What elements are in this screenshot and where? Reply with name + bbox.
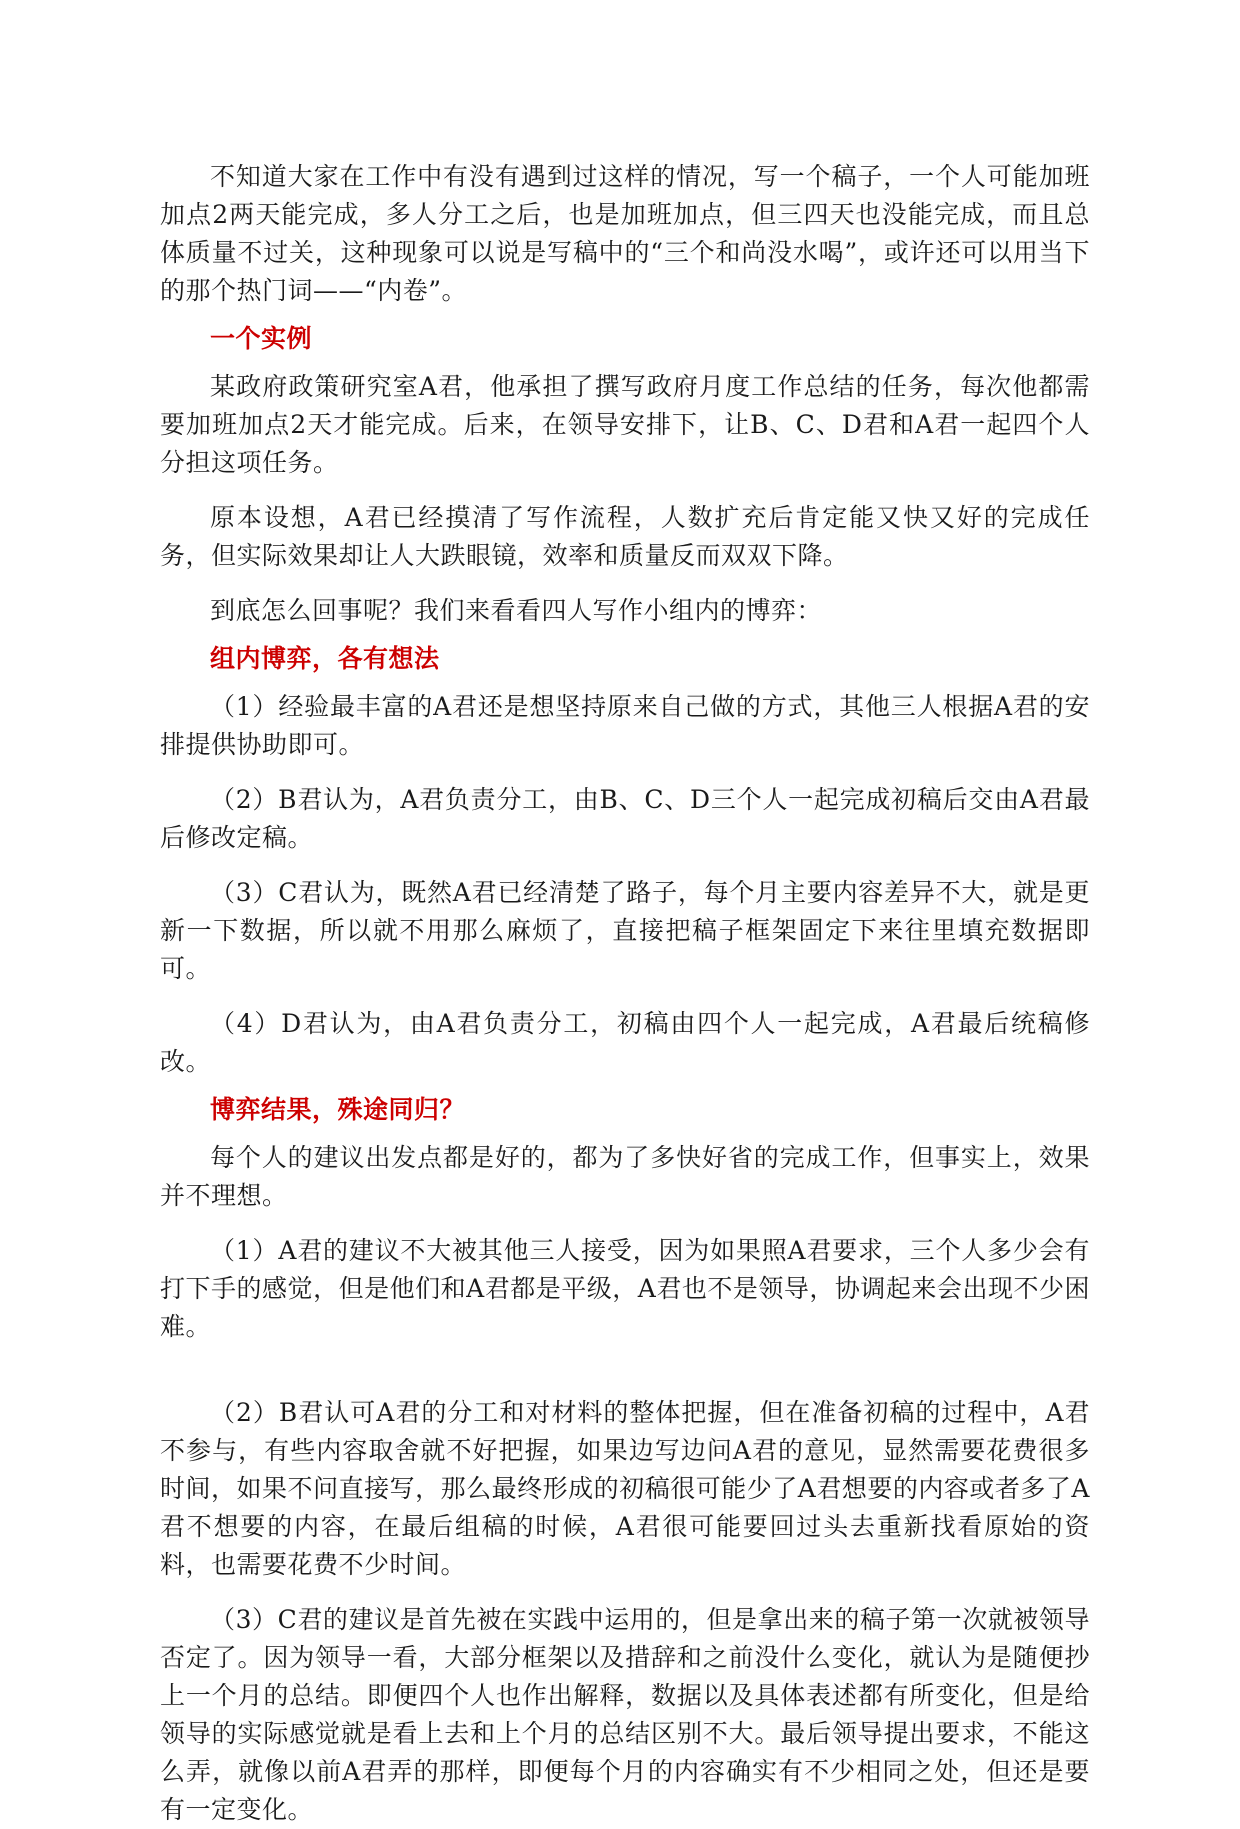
game-paragraph-4: （4）D君认为，由A君负责分工，初稿由四个人一起完成，A君最后统稿修改。 xyxy=(160,1009,1090,1076)
result-paragraph-3: （2）B君认可A君的分工和对材料的整体把握，但在准备初稿的过程中，A君不参与，有些内容取舍就不好把握，如果边写边问A君的意见，显然需要花费很多时间，如果不问直接写，那么最终形成的初稿很可能少了A君想要的内容或者多了A君不想要的内容，在最后组稿的时候，A君很可能要回过头去重新找看原始的资料，也需要花费不少时间。 xyxy=(160,1398,1090,1579)
section-heading-example: 一个实例 xyxy=(210,324,313,353)
game-paragraph-3: （3）C君认为，既然A君已经清楚了路子，每个月主要内容差异不大，就是更新一下数据，所以就不用那么麻烦了，直接把稿子框架固定下来往里填充数据即可。 xyxy=(160,878,1090,983)
intro-paragraph: 不知道大家在工作中有没有遇到过这样的情况，写一个稿子，一个人可能加班加点2两天能完成，多人分工之后，也是加班加点，但三四天也没能完成，而且总体质量不过关，这种现象可以说是写稿中的“三个和尚没水喝”，或许还可以用当下的那个热门词——“内卷”。 xyxy=(160,162,1090,305)
game-paragraph-2: （2）B君认为，A君负责分工，由B、C、D三个人一起完成初稿后交由A君最后修改定稿。 xyxy=(160,785,1090,852)
game-paragraph-1: （1）经验最丰富的A君还是想坚持原来自己做的方式，其他三人根据A君的安排提供协助即可。 xyxy=(160,692,1090,759)
section-heading-result: 博弈结果，殊途同归？ xyxy=(210,1095,466,1124)
result-paragraph-2: （1）A君的建议不大被其他三人接受，因为如果照A君要求，三个人多少会有打下手的感觉，但是他们和A君都是平级，A君也不是领导，协调起来会出现不少困难。 xyxy=(160,1236,1090,1341)
result-paragraph-4: （3）C君的建议是首先被在实践中运用的，但是拿出来的稿子第一次就被领导否定了。因为领导一看，大部分框架以及措辞和之前没什么变化，就认为是随便抄上一个月的总结。即便四个人也作出解释，数据以及具体表述都有所变化，但是给领导的实际感觉就是看上去和上个月的总结区别不大。最后领导提出要求，不能这么弄，就像以前A君弄的那样，即便每个月的内容确实有不少相同之处，但还是要有一定变化。 xyxy=(160,1605,1090,1824)
document-page xyxy=(160,158,1090,1829)
example-paragraph-3: 到底怎么回事呢？我们来看看四人写作小组内的博弈： xyxy=(210,596,823,625)
example-paragraph-1: 某政府政策研究室A君，他承担了撰写政府月度工作总结的任务，每次他都需要加班加点2天才能完成。后来，在领导安排下，让B、C、D君和A君一起四个人分担这项任务。 xyxy=(160,372,1090,477)
section-heading-game: 组内博弈，各有想法 xyxy=(210,644,440,673)
example-paragraph-2: 原本设想，A君已经摸清了写作流程，人数扩充后肯定能又快又好的完成任务，但实际效果却让人大跌眼镜，效率和质量反而双双下降。 xyxy=(160,503,1090,570)
result-paragraph-1: 每个人的建议出发点都是好的，都为了多快好省的完成工作，但事实上，效果并不理想。 xyxy=(160,1143,1090,1210)
